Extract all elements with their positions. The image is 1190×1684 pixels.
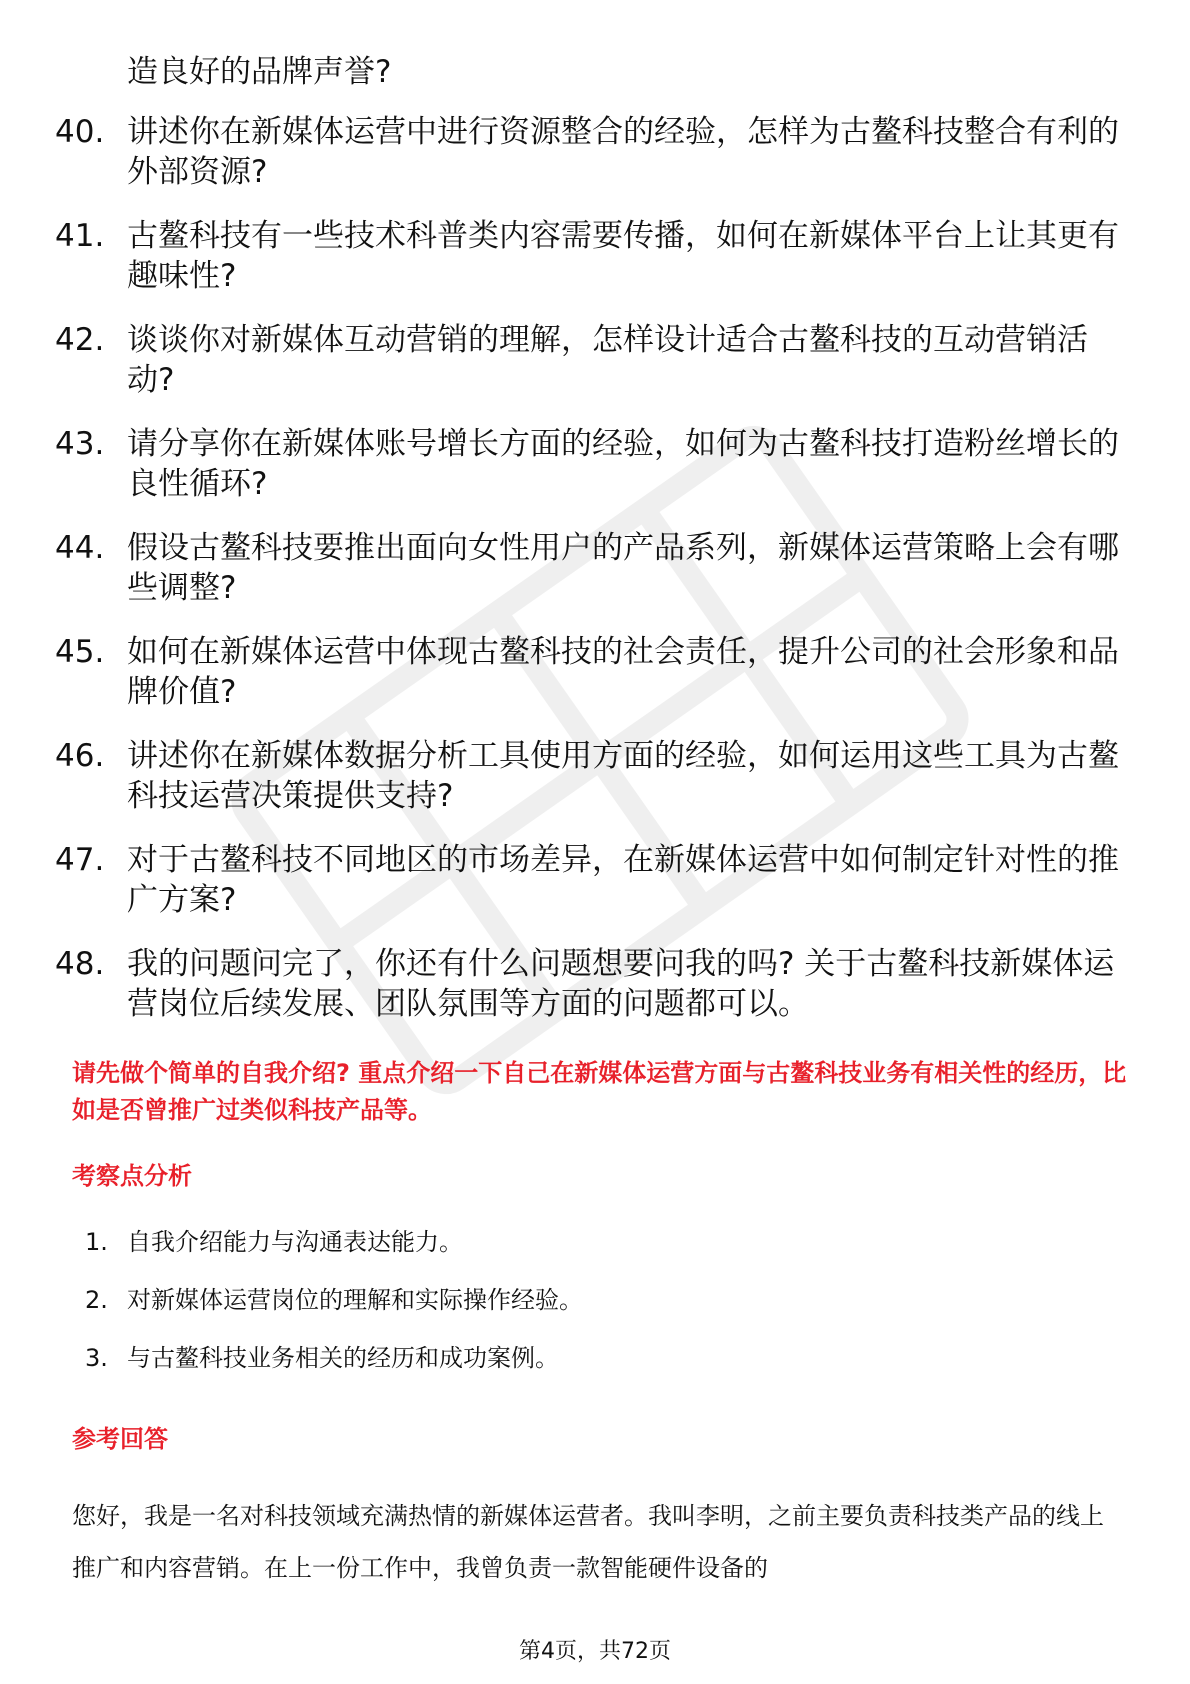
question-text: 如何在新媒体运营中体现古鳌科技的社会责任，提升公司的社会形象和品牌价值? xyxy=(127,634,1119,710)
list-item xyxy=(85,1284,1125,1316)
question-number: 44. xyxy=(55,530,105,566)
question-text: 讲述你在新媒体运营中进行资源整合的经验，怎样为古鳌科技整合有利的外部资源? xyxy=(127,114,1119,190)
question-number: 42. xyxy=(55,322,105,358)
list-item xyxy=(55,216,1135,296)
question-text: 对于古鳌科技不同地区的市场差异，在新媒体运营中如何制定针对性的推广方案? xyxy=(127,842,1119,918)
question-number: 48. xyxy=(55,946,105,982)
point-number: 2. xyxy=(85,1286,108,1314)
question-number: 41. xyxy=(55,218,105,254)
question-text: 我的问题问完了，你还有什么问题想要问我的吗? 关于古鳌科技新媒体运营岗位后续发展、团队氛围等方面的问题都可以。 xyxy=(127,946,1115,1022)
list-item xyxy=(55,112,1135,192)
list-item xyxy=(55,632,1135,712)
point-text: 自我介绍能力与沟通表达能力。 xyxy=(127,1228,463,1256)
question-text: 假设古鳌科技要推出面向女性用户的产品系列，新媒体运营策略上会有哪些调整? xyxy=(127,530,1119,606)
list-item xyxy=(55,736,1135,816)
question-number: 40. xyxy=(55,114,105,150)
page-footer: 第4页，共72页 xyxy=(519,1639,671,1664)
question-number: 43. xyxy=(55,426,105,462)
point-number: 1. xyxy=(85,1228,108,1256)
question-number: 46. xyxy=(55,738,105,774)
question-text: 谈谈你对新媒体互动营销的理解，怎样设计适合古鳌科技的互动营销活动? xyxy=(127,322,1088,398)
question-number: 47. xyxy=(55,842,105,878)
point-number: 3. xyxy=(85,1344,108,1372)
list-item xyxy=(55,424,1135,504)
highlight-question: 请先做个简单的自我介绍? 重点介绍一下自己在新媒体运营方面与古鳌科技业务有相关性的经历，比如是否曾推广过类似科技产品等。 xyxy=(72,1059,1127,1124)
question-number: 45. xyxy=(55,634,105,670)
analysis-heading: 考察点分析 xyxy=(72,1162,192,1190)
point-text: 对新媒体运营岗位的理解和实际操作经验。 xyxy=(127,1286,583,1314)
list-item xyxy=(85,1226,1125,1258)
answer-paragraph: 您好，我是一名对科技领域充满热情的新媒体运营者。我叫李明，之前主要负责科技类产品的线上推广和内容营销。在上一份工作中，我曾负责一款智能硬件设备的 xyxy=(72,1502,1104,1582)
point-text: 与古鳌科技业务相关的经历和成功案例。 xyxy=(127,1344,559,1372)
list-item xyxy=(55,944,1135,1024)
answer-heading: 参考回答 xyxy=(72,1425,168,1453)
question-continuation: 造良好的品牌声誉? xyxy=(127,54,392,90)
question-text: 请分享你在新媒体账号增长方面的经验，如何为古鳌科技打造粉丝增长的良性循环? xyxy=(127,426,1119,502)
list-item xyxy=(55,840,1135,920)
question-text: 讲述你在新媒体数据分析工具使用方面的经验，如何运用这些工具为古鳌科技运营决策提供支持? xyxy=(127,738,1119,814)
list-item xyxy=(55,320,1135,400)
list-item xyxy=(55,528,1135,608)
question-text: 古鳌科技有一些技术科普类内容需要传播，如何在新媒体平台上让其更有趣味性? xyxy=(127,218,1119,294)
analysis-list xyxy=(85,1226,1125,1400)
list-item xyxy=(85,1342,1125,1374)
question-list xyxy=(55,112,1135,1048)
